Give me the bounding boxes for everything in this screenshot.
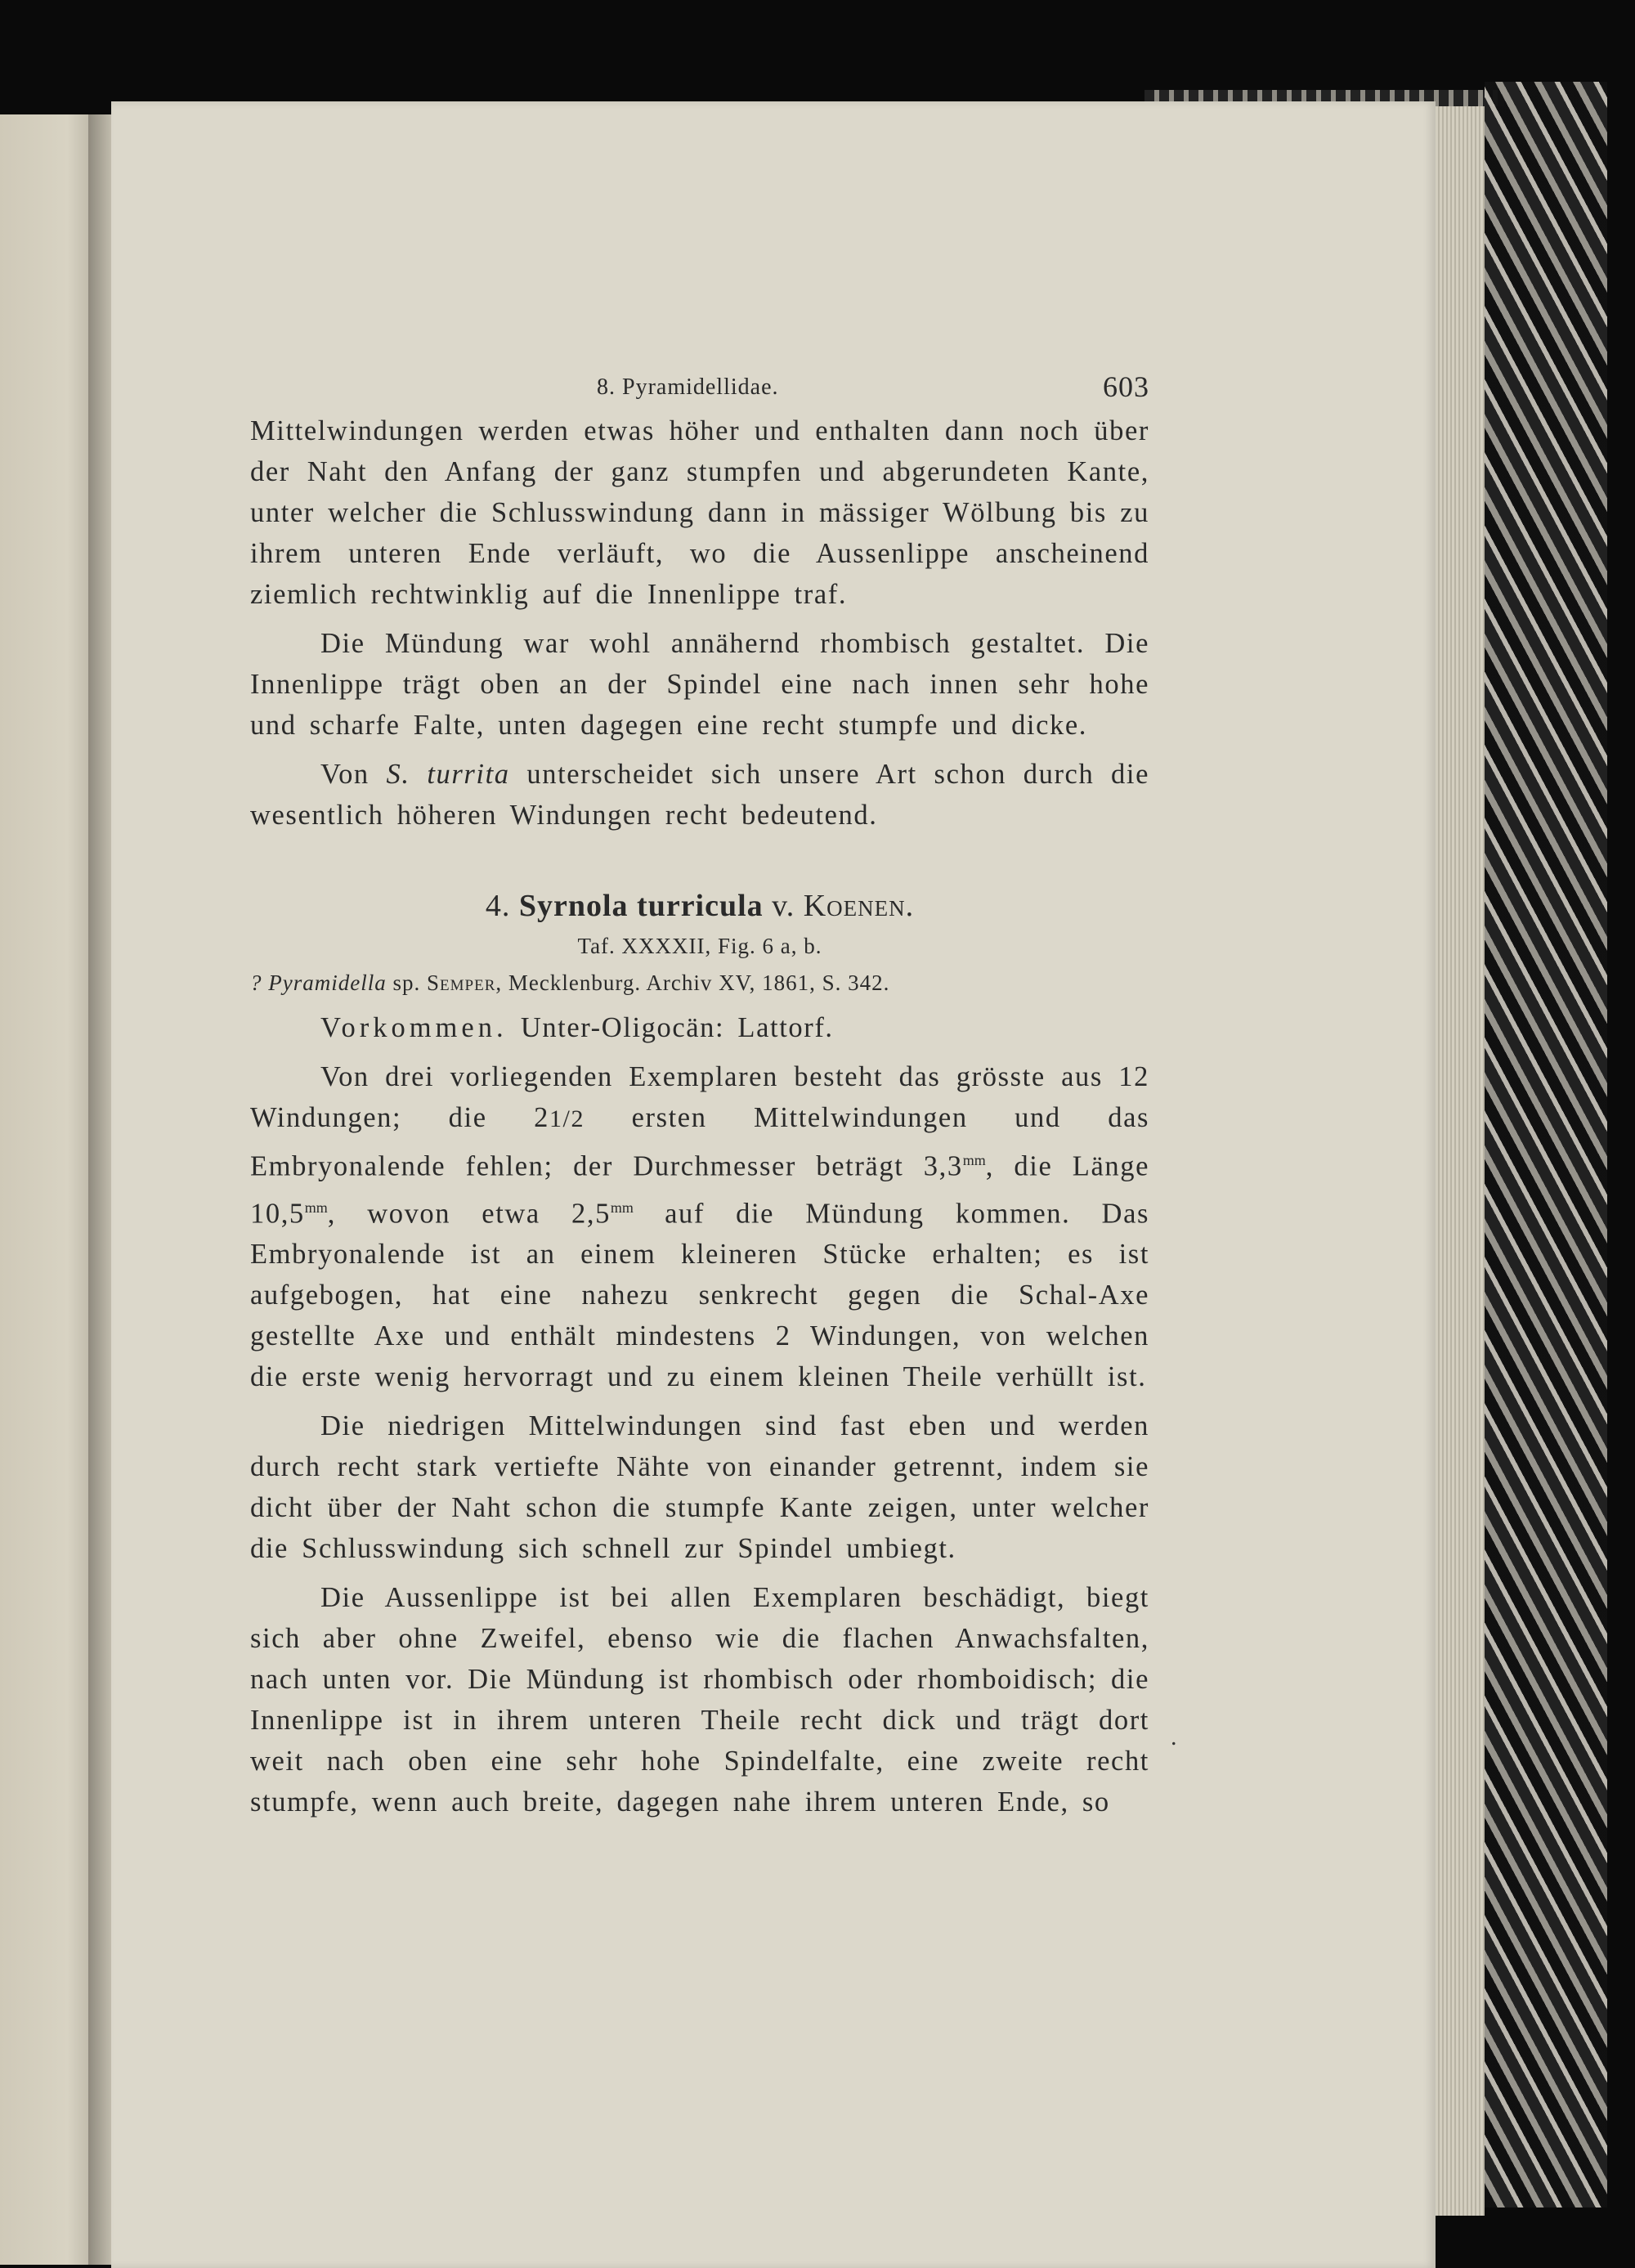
paragraph-aperture: Die Mündung war wohl annähernd rhombisch gestaltet. Die Innenlippe trägt oben an der Spindel eine nach innen sehr hohe und scharfe Falte, unten dagegen eine recht stumpfe und dicke. [250,628,1149,741]
synonym-sp: sp. [392,970,421,995]
marbled-book-edge [1485,82,1607,2207]
synonym-citation: Mecklenburg. Archiv XV, 1861, S. 342. [508,970,890,995]
running-head-title: 8. Pyramidellidae. [597,374,779,400]
species-heading [250,888,1149,924]
occurrence-value: Unter-Oligocän: Lattorf. [520,1012,834,1043]
species-reference: S. turrita [386,759,510,790]
synonym-author: Semper, [427,970,503,995]
paragraph-comparison [250,754,1149,836]
specimens-text-b: ersten Mittelwindungen und das Embryonalende fehlen; der Durchmesser beträgt 3,3 [250,1102,1150,1182]
paragraph-specimens [250,1056,1149,1397]
synonym-entry [250,970,1149,996]
species-name: Syrnola turricula [518,889,764,923]
left-page-edge [0,114,96,2265]
comparison-text-post: unterscheidet sich unsere Art schon durch die wesentlich höheren Windungen recht bedeutend. [250,759,1149,831]
unit-mm: mm [962,1152,986,1168]
paragraph-whorls: Die niedrigen Mittelwindungen sind fast eben und werden durch recht stark vertiefte Nähte von einander getrennt, indem sie dicht über der Naht schon die stumpfe Kante zeigen, unter welcher die Schlusswindung sich schnell zur Spindel umbiegt. [250,1410,1149,1564]
page-text [250,370,1149,1822]
occurrence-label: Vorkommen. [320,1012,508,1043]
gutter-shadow [88,114,113,2265]
page-stack-edge [1436,106,1485,2216]
unit-mm: mm [304,1199,328,1216]
specimens-text-d: , wovon etwa 2,5 [327,1198,611,1229]
specimens-text-a: Von drei vorliegenden Exemplaren besteht das grösste aus 12 Windungen; die 2 [250,1061,1149,1133]
author-prefix: v. [772,889,795,923]
species-number: 4. [485,889,511,923]
paragraph-continuation: Mittelwindungen werden etwas höher und enthalten dann noch über der Naht den Anfang der ganz stumpfen und abgerundeten Kante, unter welcher die Schlusswindung dann in mässiger Wölbung bis zu ihrem unteren Ende verläuft, wo die Aussenlippe anscheinend ziemlich rechtwinklig auf die Innenlippe traf. [250,415,1149,610]
synonym-genus: Pyramidella [268,970,387,995]
plate-reference: Taf. XXXXII, Fig. 6 a, b. [577,934,822,958]
running-head [250,370,1149,410]
comparison-text-pre: Von [320,759,387,790]
margin-mark: . [1171,1723,1177,1750]
page-number: 603 [1103,370,1149,403]
species-author: Koenen. [803,889,915,923]
specimens-text-c: , die Länge 10,5 [250,1150,1149,1229]
paragraph-lips: Die Aussenlippe ist bei allen Exemplaren beschädigt, biegt sich aber ohne Zweifel, ebenso wie die flachen Anwachsfalten, nach unten vor. Die Mündung ist rhombisch oder rhomboidisch; die Innenlippe ist in ihrem unteren Theile recht dick und trägt dort weit nach oben eine sehr hohe Spindelfalte, eine zweite recht stumpfe, wenn auch breite, dagegen nahe ihrem unteren Ende, so [250,1582,1149,1818]
specimens-text-e: auf die Mündung kommen. Das Embryonalende ist an einem kleineren Stücke erhalten; es ist aufgebogen, hat eine nahezu senkrecht gegen die Schal-Axe gestellte Axe und enthält mindestens 2 Windungen, von welchen die erste wenig hervorragt und zu einem kleinen Theile verhüllt ist. [250,1198,1150,1392]
unit-mm: mm [610,1199,634,1216]
fraction: 1/2 [549,1105,585,1132]
synonym-query: ? [250,970,262,995]
occurrence-line [250,1007,1149,1048]
